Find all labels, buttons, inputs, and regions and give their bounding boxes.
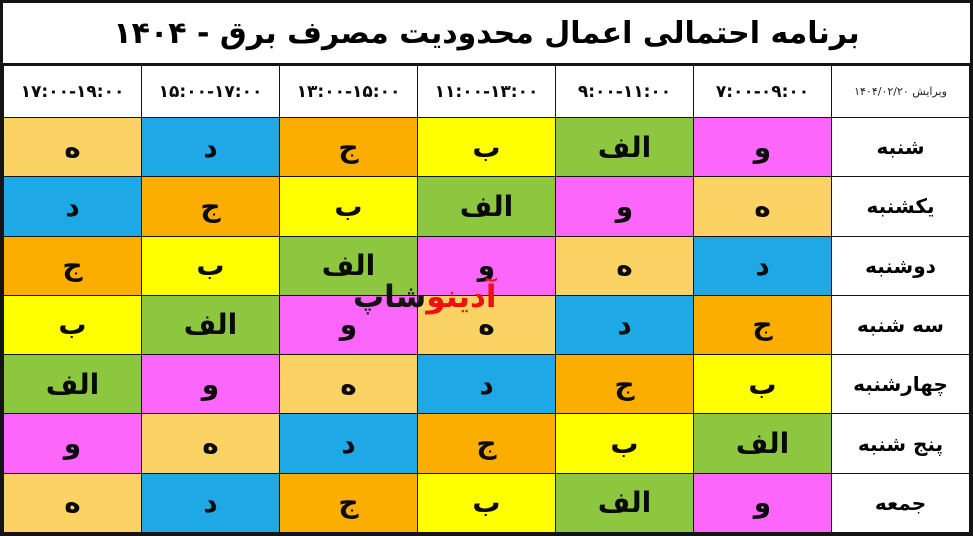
slot-cell: د <box>694 236 832 295</box>
day-name-cell: دوشنبه <box>832 236 970 295</box>
slot-cell: ج <box>556 355 694 414</box>
time-header-3 <box>280 66 418 118</box>
day-name-cell: جمعه <box>832 473 970 532</box>
day-row-0 <box>4 118 970 177</box>
schedule-table-wrap <box>3 65 970 533</box>
time-header-1 <box>556 66 694 118</box>
slot-cell: الف <box>556 473 694 532</box>
slot-cell: ه <box>418 295 556 354</box>
schedule-table <box>3 65 970 533</box>
day-name-cell: شنبه <box>832 118 970 177</box>
slot-cell: الف <box>142 295 280 354</box>
slot-cell: ه <box>556 236 694 295</box>
slot-cell: د <box>280 414 418 473</box>
slot-cell: ب <box>556 414 694 473</box>
slot-cell: و <box>4 414 142 473</box>
time-header-2 <box>418 66 556 118</box>
slot-cell: ب <box>694 355 832 414</box>
time-header-label: ۱۵:۰۰-۱۷:۰۰ <box>158 81 263 102</box>
time-header-0 <box>694 66 832 118</box>
day-row-5 <box>4 414 970 473</box>
slot-cell: ج <box>280 473 418 532</box>
slot-cell: ب <box>4 295 142 354</box>
watermark-red-part: آدینو <box>426 279 497 315</box>
header-row <box>4 66 970 118</box>
slot-cell: د <box>142 118 280 177</box>
day-row-3 <box>4 295 970 354</box>
time-header-label: ۱۳:۰۰-۱۵:۰۰ <box>296 81 401 102</box>
slot-cell: و <box>694 473 832 532</box>
time-header-label: ۹:۰۰-۱۱:۰۰ <box>577 81 672 102</box>
day-row-2 <box>4 236 970 295</box>
slot-cell: الف <box>556 118 694 177</box>
slot-cell: ب <box>418 118 556 177</box>
day-name-cell: پنج شنبه <box>832 414 970 473</box>
slot-cell: و <box>418 236 556 295</box>
day-row-1 <box>4 177 970 236</box>
page-title: برنامه احتمالی اعمال محدودیت مصرف برق - ۱۴۰۴ <box>3 3 970 65</box>
slot-cell: ه <box>280 355 418 414</box>
slot-cell: ب <box>280 177 418 236</box>
slot-cell: ه <box>142 414 280 473</box>
slot-cell: ب <box>418 473 556 532</box>
slot-cell: ج <box>418 414 556 473</box>
slot-cell: و <box>556 177 694 236</box>
slot-cell: و <box>280 295 418 354</box>
slot-cell: ب <box>142 236 280 295</box>
slot-cell: ج <box>4 236 142 295</box>
time-header-4 <box>142 66 280 118</box>
slot-cell: د <box>556 295 694 354</box>
day-name-cell: سه شنبه <box>832 295 970 354</box>
slot-cell: د <box>4 177 142 236</box>
slot-cell: الف <box>418 177 556 236</box>
day-row-6 <box>4 473 970 532</box>
time-header-label: ۷:۰۰-۰۹:۰۰ <box>715 81 810 102</box>
slot-cell: الف <box>694 414 832 473</box>
slot-cell: و <box>694 118 832 177</box>
time-header-label: ۱۱:۰۰-۱۳:۰۰ <box>434 81 539 102</box>
slot-cell: ه <box>694 177 832 236</box>
slot-cell: الف <box>280 236 418 295</box>
day-name-cell: چهارشنبه <box>832 355 970 414</box>
slot-cell: الف <box>4 355 142 414</box>
slot-cell: ج <box>280 118 418 177</box>
edit-note-cell: ویرایش ۱۴۰۴/۰۲/۲۰ <box>832 66 970 118</box>
slot-cell: ج <box>694 295 832 354</box>
time-header-5 <box>4 66 142 118</box>
watermark-black-part: شاپ <box>353 279 427 315</box>
day-row-4 <box>4 355 970 414</box>
slot-cell: ه <box>4 473 142 532</box>
slot-cell: ه <box>4 118 142 177</box>
slot-cell: د <box>142 473 280 532</box>
slot-cell: ج <box>142 177 280 236</box>
day-name-cell: یکشنبه <box>832 177 970 236</box>
slot-cell: و <box>142 355 280 414</box>
slot-cell: د <box>418 355 556 414</box>
time-header-label: ۱۷:۰۰-۱۹:۰۰ <box>20 81 125 102</box>
